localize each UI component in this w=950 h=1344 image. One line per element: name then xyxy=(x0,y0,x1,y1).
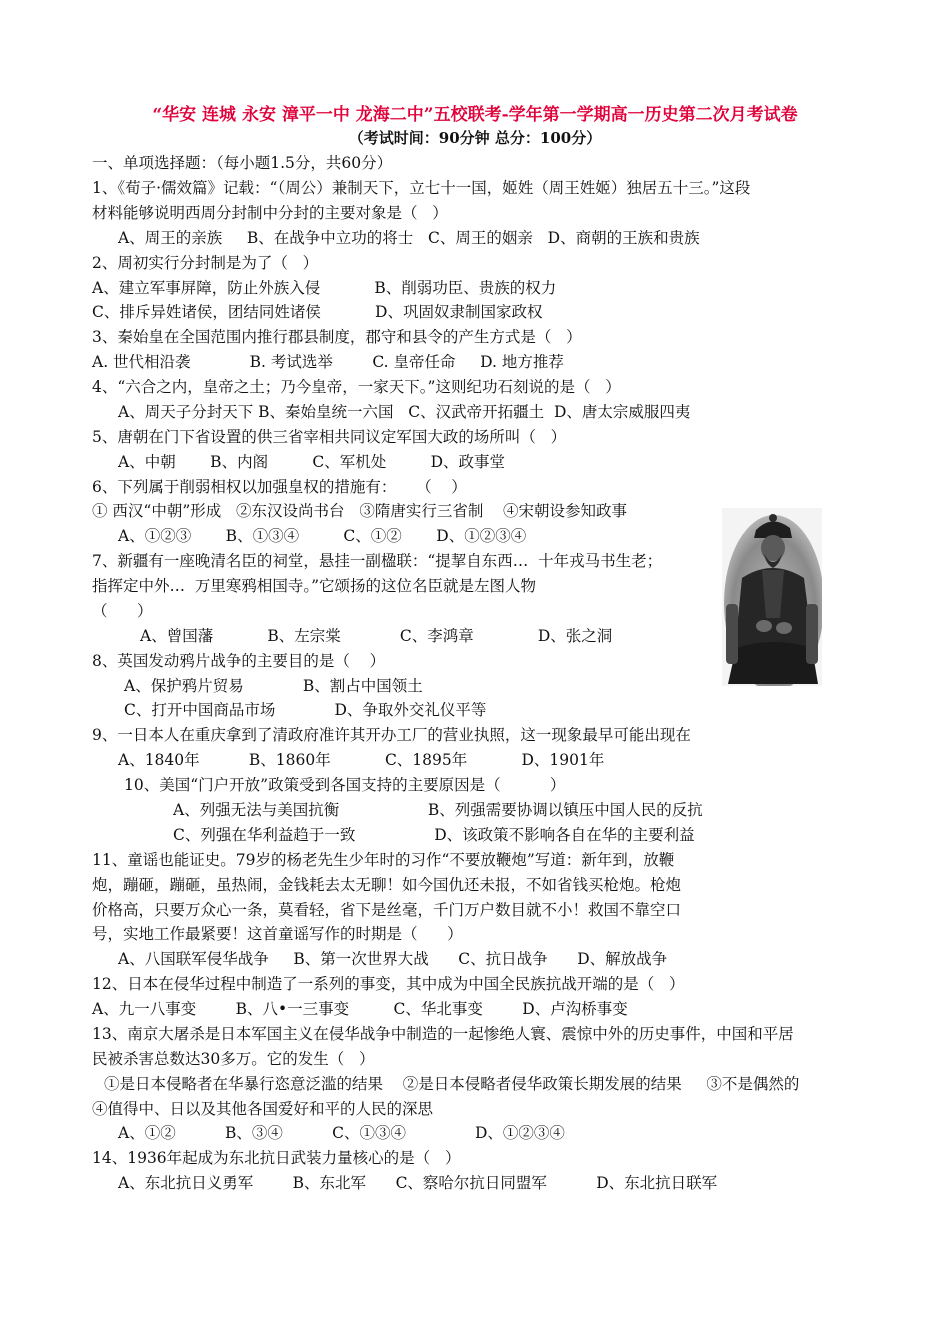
question-13-stem-cont: 民被杀害总数达30多万。它的发生（ ） xyxy=(92,1050,375,1068)
question-11-stem: 11、童谣也能证史。79岁的杨老先生少年时的习作“不要放鞭炮”写道：新年到，放鞭 xyxy=(92,851,675,869)
question-9-stem: 9、一日本人在重庆拿到了清政府准许其开办工厂的营业执照，这一现象最早可能出现在 xyxy=(92,726,691,744)
question-3-stem: 3、秦始皇在全国范围内推行郡县制度，郡守和县令的产生方式是（ ） xyxy=(92,328,582,346)
question-12-options: A、九一八事变 B、八•一三事变 C、华北事变 D、卢沟桥事变 xyxy=(92,1000,628,1018)
question-11-options: A、八国联军侵华战争 B、第一次世界大战 C、抗日战争 D、解放战争 xyxy=(118,950,668,968)
question-7-bracket: （ ） xyxy=(92,602,153,620)
exam-subtitle: （考试时间：90分钟 总分：100分） xyxy=(348,129,602,147)
question-13-stem: 13、南京大屠杀是日本军国主义在侵华战争中制造的一起惨绝人寰、震惊中外的历史事件，中国和平居 xyxy=(92,1025,794,1043)
question-9-options: A、1840年 B、1860年 C、1895年 D、1901年 xyxy=(118,751,605,769)
question-14-options: A、东北抗日义勇军 B、东北军 C、察哈尔抗日同盟军 D、东北抗日联军 xyxy=(118,1174,718,1192)
question-2-options-ab: A、建立军事屏障，防止外族入侵 B、削弱功臣、贵族的权力 xyxy=(92,279,557,297)
question-8-options-cd: C、打开中国商品市场 D、争取外交礼仪平等 xyxy=(124,701,487,719)
question-6-stem: 6、下列属于削弱相权以加强皇权的措施有： （ ） xyxy=(92,478,467,496)
question-11-stem-line4: 号，实地工作最紧要！这首童谣写作的时期是（ ） xyxy=(92,925,463,943)
question-13-options: A、①② B、③④ C、①③④ D、①②③④ xyxy=(118,1124,565,1142)
question-14-stem: 14、1936年起成为东北抗日武装力量核心的是（ ） xyxy=(92,1149,461,1167)
question-4-options: A、周天子分封天下 B、秦始皇统一六国 C、汉武帝开拓疆土 D、唐太宗威服四夷 xyxy=(118,403,691,421)
question-5-options: A、中朝 B、内阁 C、军机处 D、政事堂 xyxy=(118,453,506,471)
portrait-image xyxy=(722,508,822,686)
question-4-stem: 4、“六合之内，皇帝之土；乃今皇帝，一家天下。”这则纪功石刻说的是（ ） xyxy=(92,378,621,396)
question-1-stem: 1、《荀子·儒效篇》记载：“（周公）兼制天下，立七十一国，姬姓（周王姓姬）独居五十三。”这段 xyxy=(92,179,751,197)
exam-title: “华安 连城 永安 漳平一中 龙海二中”五校联考-学年第一学期高一历史第二次月考试卷 xyxy=(152,105,798,125)
question-7-options: A、曾国藩 B、左宗棠 C、李鸿章 D、张之洞 xyxy=(140,627,613,645)
question-5-stem: 5、唐朝在门下省设置的供三省宰相共同议定军国大政的场所叫（ ） xyxy=(92,428,567,446)
question-8-options-ab: A、保护鸦片贸易 B、割占中国领土 xyxy=(124,677,423,695)
question-10-options-cd: C、列强在华利益趋于一致 D、该政策不影响各自在华的主要利益 xyxy=(173,826,695,844)
question-3-options: A. 世代相沿袭 B. 考试选举 C. 皇帝任命 D. 地方推荐 xyxy=(92,353,564,371)
question-10-stem: 10、美国“门户开放”政策受到各国支持的主要原因是（ ） xyxy=(124,776,566,794)
question-10-options-ab: A、列强无法与美国抗衡 B、列强需要协调以镇压中国人民的反抗 xyxy=(173,801,703,819)
question-1-stem-cont: 材料能够说明西周分封制中分封的主要对象是（ ） xyxy=(92,204,448,222)
question-6-items: ① 西汉“中朝”形成 ②东汉设尚书台 ③隋唐实行三省制 ④宋朝设参知政事 xyxy=(92,502,628,520)
question-6-options: A、①②③ B、①③④ C、①② D、①②③④ xyxy=(118,527,527,545)
question-13-items-cont: ④值得中、日以及其他各国爱好和平的人民的深思 xyxy=(92,1100,434,1118)
question-2-stem: 2、周初实行分封制是为了（ ） xyxy=(92,254,319,272)
section-heading: 一、单项选择题：（每小题1.5分，共60分） xyxy=(92,154,393,172)
question-7-stem: 7、新疆有一座晚清名臣的祠堂，悬挂一副楹联：“提挈自东西… 十年戎马书生老； xyxy=(92,552,663,570)
question-11-stem-line3: 价格高，只要万众心一条，莫看轻，省下是丝毫，千门万户数目就不小！救国不靠空口 xyxy=(92,901,682,919)
question-11-stem-line2: 炮，蹦砸，蹦砸，虽热闹，金钱耗去太无聊！如今国仇还未报，不如省钱买枪炮。枪炮 xyxy=(92,876,682,894)
question-8-stem: 8、英国发动鸦片战争的主要目的是（ ） xyxy=(92,652,386,670)
question-2-options-cd: C、排斥异姓诸侯，团结同姓诸侯 D、巩固奴隶制国家政权 xyxy=(92,303,543,321)
question-12-stem: 12、日本在侵华过程中制造了一系列的事变，其中成为中国全民族抗战开端的是（ ） xyxy=(92,975,685,993)
question-7-stem-cont: 指挥定中外… 万里寒鸦相国寺。”它颂扬的这位名臣就是左图人物 xyxy=(92,577,537,595)
question-13-items: ①是日本侵略者在华暴行恣意泛滥的结果 ②是日本侵略者侵华政策长期发展的结果 ③不是偶然的 xyxy=(104,1075,800,1093)
question-1-options: A、周王的亲族 B、在战争中立功的将士 C、周王的姻亲 D、商朝的王族和贵族 xyxy=(118,229,700,247)
